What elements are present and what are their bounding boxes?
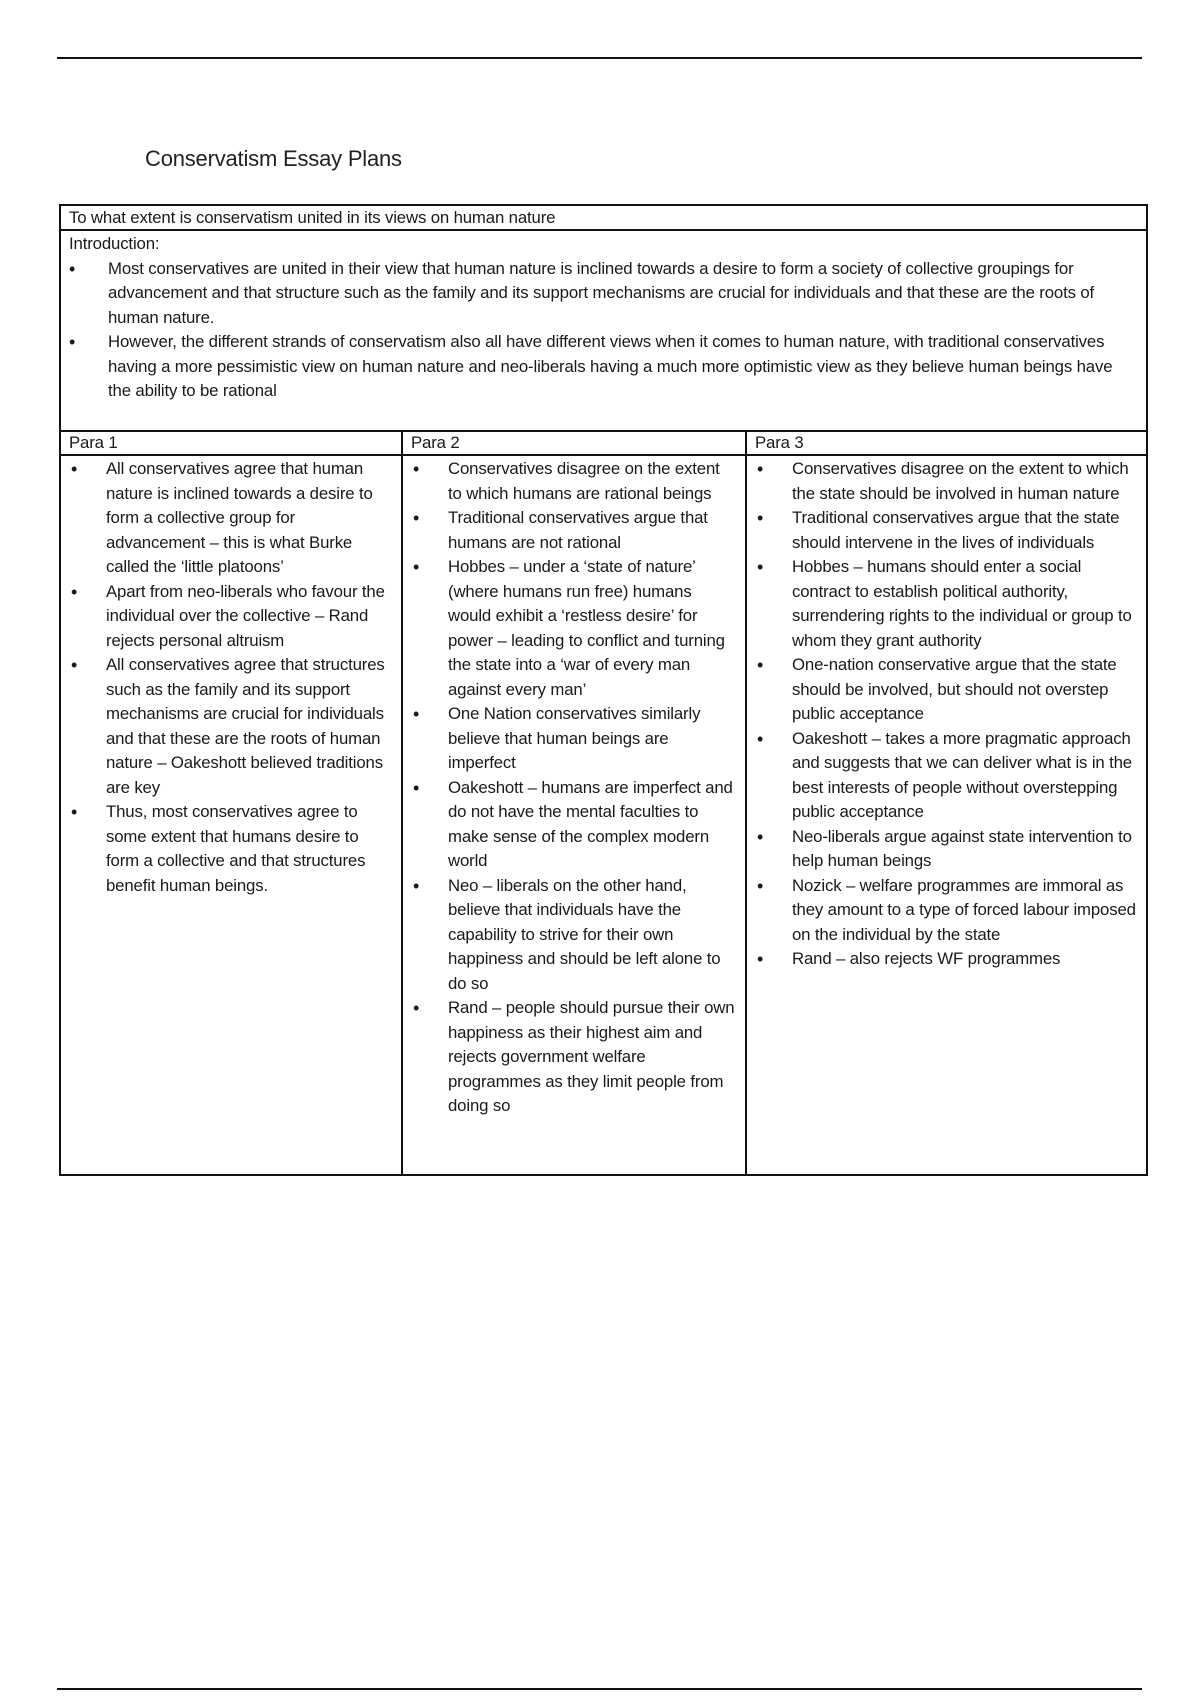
essay-question: To what extent is conservatism united in its views on human nature [60,205,1147,230]
paragraph-header-row [60,431,1147,455]
header-rule [57,57,1142,59]
question-row [60,205,1147,230]
para-1-cell [60,455,402,1175]
list-item: • All conservatives agree that structures such as the family and its support mechanisms are crucial for individuals and that these are the roots of human nature – Oakeshott believed traditions are key [65,653,393,800]
essay-plan-table [59,204,1148,1176]
introduction-point: • Most conservatives are united in their view that human nature is inclined towards a desire to form a society of collective groupings for advancement and that structure such as the family and its support mechanisms are crucial for individuals and that these are the roots of human nature. [69,257,1138,331]
list-item: • Hobbes – under a ‘state of nature’ (where humans run free) humans would exhibit a ‘restless desire’ for power – leading to conflict and turning the state into a ‘war of every man against every man’ [407,555,737,702]
para-3-cell [746,455,1147,1175]
introduction-label: Introduction: [69,234,160,253]
para-2-list [407,457,737,1119]
list-item: • Oakeshott – takes a more pragmatic approach and suggests that we can deliver what is in the best interests of people without overstepping public acceptance [751,727,1138,825]
list-item: • Rand – people should pursue their own happiness as their highest aim and rejects government welfare programmes as they limit people from doing so [407,996,737,1119]
introduction-list [69,257,1138,404]
list-item: • Neo-liberals argue against state intervention to help human beings [751,825,1138,874]
para-3-heading: Para 3 [746,431,1147,455]
para-1-heading: Para 1 [60,431,402,455]
footer-rule [57,1688,1142,1690]
introduction-point: • However, the different strands of conservatism also all have different views when it comes to human nature, with traditional conservatives having a more pessimistic view on human nature and neo-liberals having a much more optimistic view as they believe human beings have the ability to be rational [69,330,1138,404]
paragraph-body-row [60,455,1147,1175]
introduction-cell [60,230,1147,431]
list-item: • All conservatives agree that human nature is inclined towards a desire to form a collective group for advancement – this is what Burke called the ‘little platoons’ [65,457,393,580]
list-item: • Apart from neo-liberals who favour the individual over the collective – Rand rejects personal altruism [65,580,393,654]
list-item: • Traditional conservatives argue that humans are not rational [407,506,737,555]
para-1-list [65,457,393,898]
list-item: • Rand – also rejects WF programmes [751,947,1138,972]
list-item: • One-nation conservative argue that the state should be involved, but should not overstep public acceptance [751,653,1138,727]
list-item: • One Nation conservatives similarly believe that human beings are imperfect [407,702,737,776]
para-2-cell [402,455,746,1175]
list-item: • Thus, most conservatives agree to some extent that humans desire to form a collective and that structures benefit human beings. [65,800,393,898]
para-2-heading: Para 2 [402,431,746,455]
list-item: • Hobbes – humans should enter a social contract to establish political authority, surrendering rights to the individual or group to whom they grant authority [751,555,1138,653]
list-item: • Conservatives disagree on the extent to which the state should be involved in human nature [751,457,1138,506]
para-3-list [751,457,1138,972]
list-item: • Neo – liberals on the other hand, believe that individuals have the capability to strive for their own happiness and should be left alone to do so [407,874,737,997]
list-item: • Traditional conservatives argue that the state should intervene in the lives of individuals [751,506,1138,555]
introduction-row [60,230,1147,431]
document-title: Conservatism Essay Plans [145,146,402,171]
list-item: • Conservatives disagree on the extent to which humans are rational beings [407,457,737,506]
list-item: • Nozick – welfare programmes are immoral as they amount to a type of forced labour imposed on the individual by the state [751,874,1138,948]
list-item: • Oakeshott – humans are imperfect and do not have the mental faculties to make sense of the complex modern world [407,776,737,874]
